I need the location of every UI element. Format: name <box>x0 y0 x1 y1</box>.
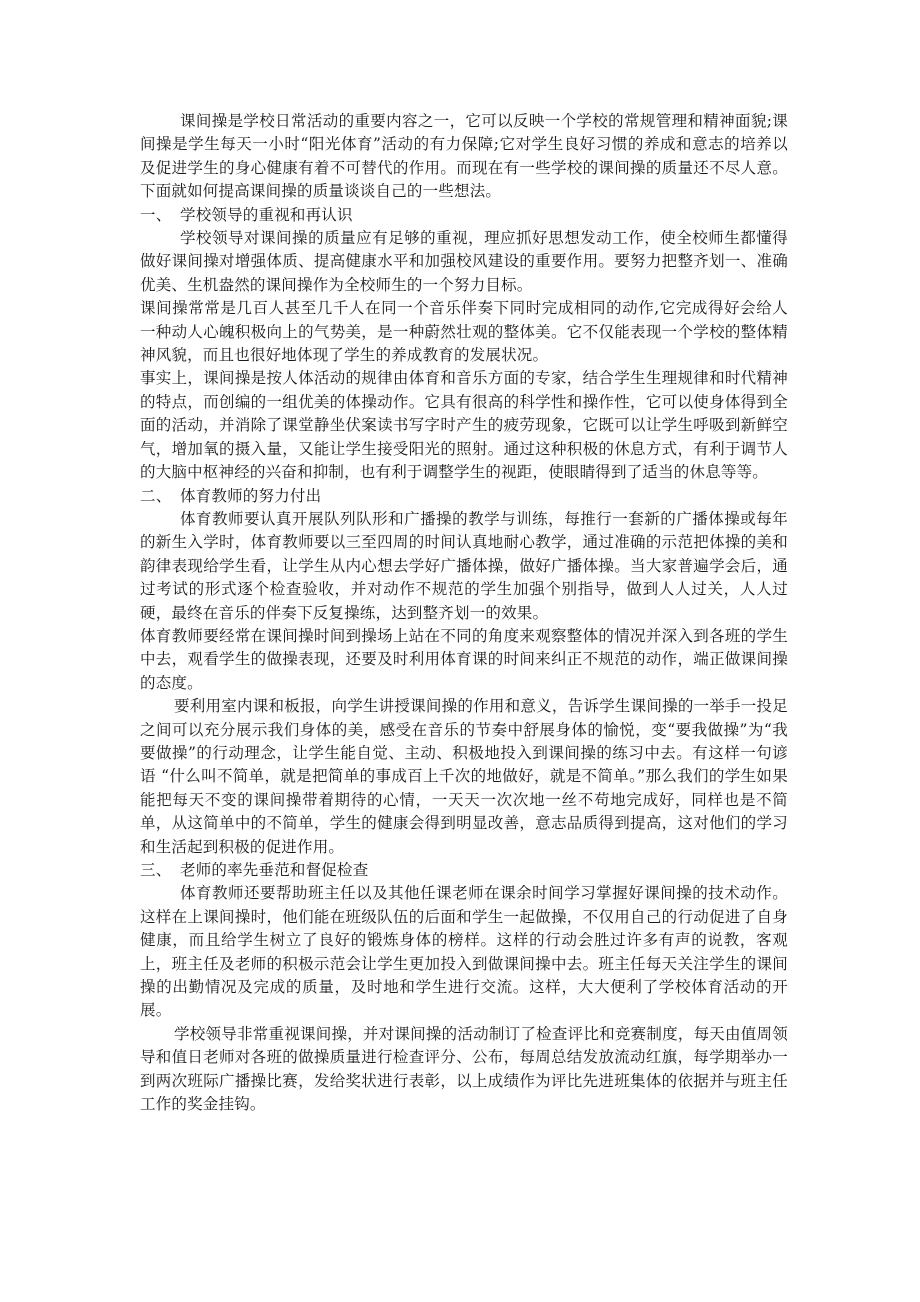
body-paragraph: 体育教师要认真开展队列队形和广播操的教学与训练，每推行一套新的广播体操或每年的新生入学时，体育教师要以三至四周的时间认真地耐心教学，通过准确的示范把体操的美和韵律表现给学生看，让学生从内心想去学好广播体操，做好广播体操。当大家普遍学会后，通过考试的形式逐个检查验收，并对动作不规范的学生加强个别指导，做到人人过关，人人过硬，最终在音乐的伴奏下反复操练，达到整齐划一的效果。 <box>140 509 788 622</box>
section-number: 三、 <box>140 861 172 879</box>
body-paragraph: 学校领导对课间操的质量应有足够的重视，理应抓好思想发动工作，使全校师生都懂得做好课间操对增强体质、提高健康水平和加强校风建设的重要作用。要努力把整齐划一、准确优美、生机盎然的课间操作为全校师生的一个努力目标。 <box>140 229 788 294</box>
section-number: 二、 <box>140 486 172 505</box>
section-title: 体育教师的努力付出 <box>180 486 322 505</box>
body-paragraph: 要利用室内课和板报，向学生讲授课间操的作用和意义，告诉学生课间操的一举手一投足之间可以充分展示我们身体的美，感受在音乐的节奏中舒展身体的愉悦，变“要我做操”为“我要做操”的行动理念，让学生能自觉、主动、积极地投入到课间操的练习中去。有这样一句谚语 “什么叫不简单，就是把简单的事成百上千次的地做好，就是不简单。”那么我们的学生如果能把每天不变的课间操带着期待的心情，一天天一次次地一丝不苟地完成好，同样也是不简单，从这简单中的不简单，学生的健康会得到明显改善，意志品质得到提高，这对他们的学习和生活起到积极的促进作用。 <box>140 697 788 856</box>
document-body <box>140 110 788 1116</box>
body-paragraph: 学校领导非常重视课间操，并对课间操的活动制订了检查评比和竞赛制度，每天由值周领导和值日老师对各班的做操质量进行检查评分、公布，每周总结发放流动红旗，每学期举办一到两次班际广播操比赛，发给奖状进行表彰，以上成绩作为评比先进班集体的依据并与班主任工作的奖金挂钩。 <box>140 1024 788 1114</box>
section-heading <box>140 204 788 227</box>
section-heading <box>140 859 788 882</box>
section-number: 一、 <box>140 205 172 224</box>
section-title: 老师的率先垂范和督促检查 <box>180 861 369 879</box>
body-paragraph: 体育教师要经常在课间操时间到操场上站在不同的角度来观察整体的情况并深入到各班的学生中去，观看学生的做操表现，还要及时利用体育课的时间来纠正不规范的动作，端正做课间操的态度。 <box>140 626 788 692</box>
body-paragraph: 课间操是学校日常活动的重要内容之一，它可以反映一个学校的常规管理和精神面貌;课间操是学生每天一小时“阳光体育”活动的有力保障;它对学生良好习惯的养成和意志的培养以及促进学生的身心健康有着不可替代的作用。而现在有一些学校的课间操的质量还不尽人意。下面就如何提高课间操的质量谈谈自己的一些想法。 <box>140 112 788 201</box>
body-paragraph: 课间操常常是几百人甚至几千人在同一个音乐伴奏下同时完成相同的动作,它完成得好会给人一种动人心魄积极向上的气势美，是一种蔚然壮观的整体美。它不仅能表现一个学校的整体精神风貌，而且也很好地体现了学生的养成教育的发展状况。 <box>140 299 788 365</box>
body-paragraph: 体育教师还要帮助班主任以及其他任课老师在课余时间学习掌握好课间操的技术动作。这样在上课间操时，他们能在班级队伍的后面和学生一起做操，不仅用自己的行动促进了自身健康，而且给学生树立了良好的锻炼身体的榜样。这样的行动会胜过许多有声的说教，客观上，班主任及老师的积极示范会让学生更加投入到做课间操中去。班主任每天关注学生的课间操的出勤情况及完成的质量，及时地和学生进行交流。这样，大大便利了学校体育活动的开展。 <box>140 884 788 1020</box>
body-paragraph: 事实上，课间操是按人体活动的规律由体育和音乐方面的专家，结合学生生理规律和时代精神的特点，而创编的一组优美的体操动作。它具有很高的科学性和操作性，它可以使身体得到全面的活动，并消除了课堂静坐伏案读书写字时产生的疲劳现象，它既可以让学生呼吸到新鲜空气，增加氧的摄入量，又能让学生接受阳光的照射。通过这种积极的休息方式，有利于调节人的大脑中枢神经的兴奋和抑制，也有利于调整学生的视距，使眼睛得到了适当的休息等等。 <box>140 369 788 482</box>
section-title: 学校领导的重视和再认识 <box>180 205 353 224</box>
section-heading <box>140 485 788 508</box>
